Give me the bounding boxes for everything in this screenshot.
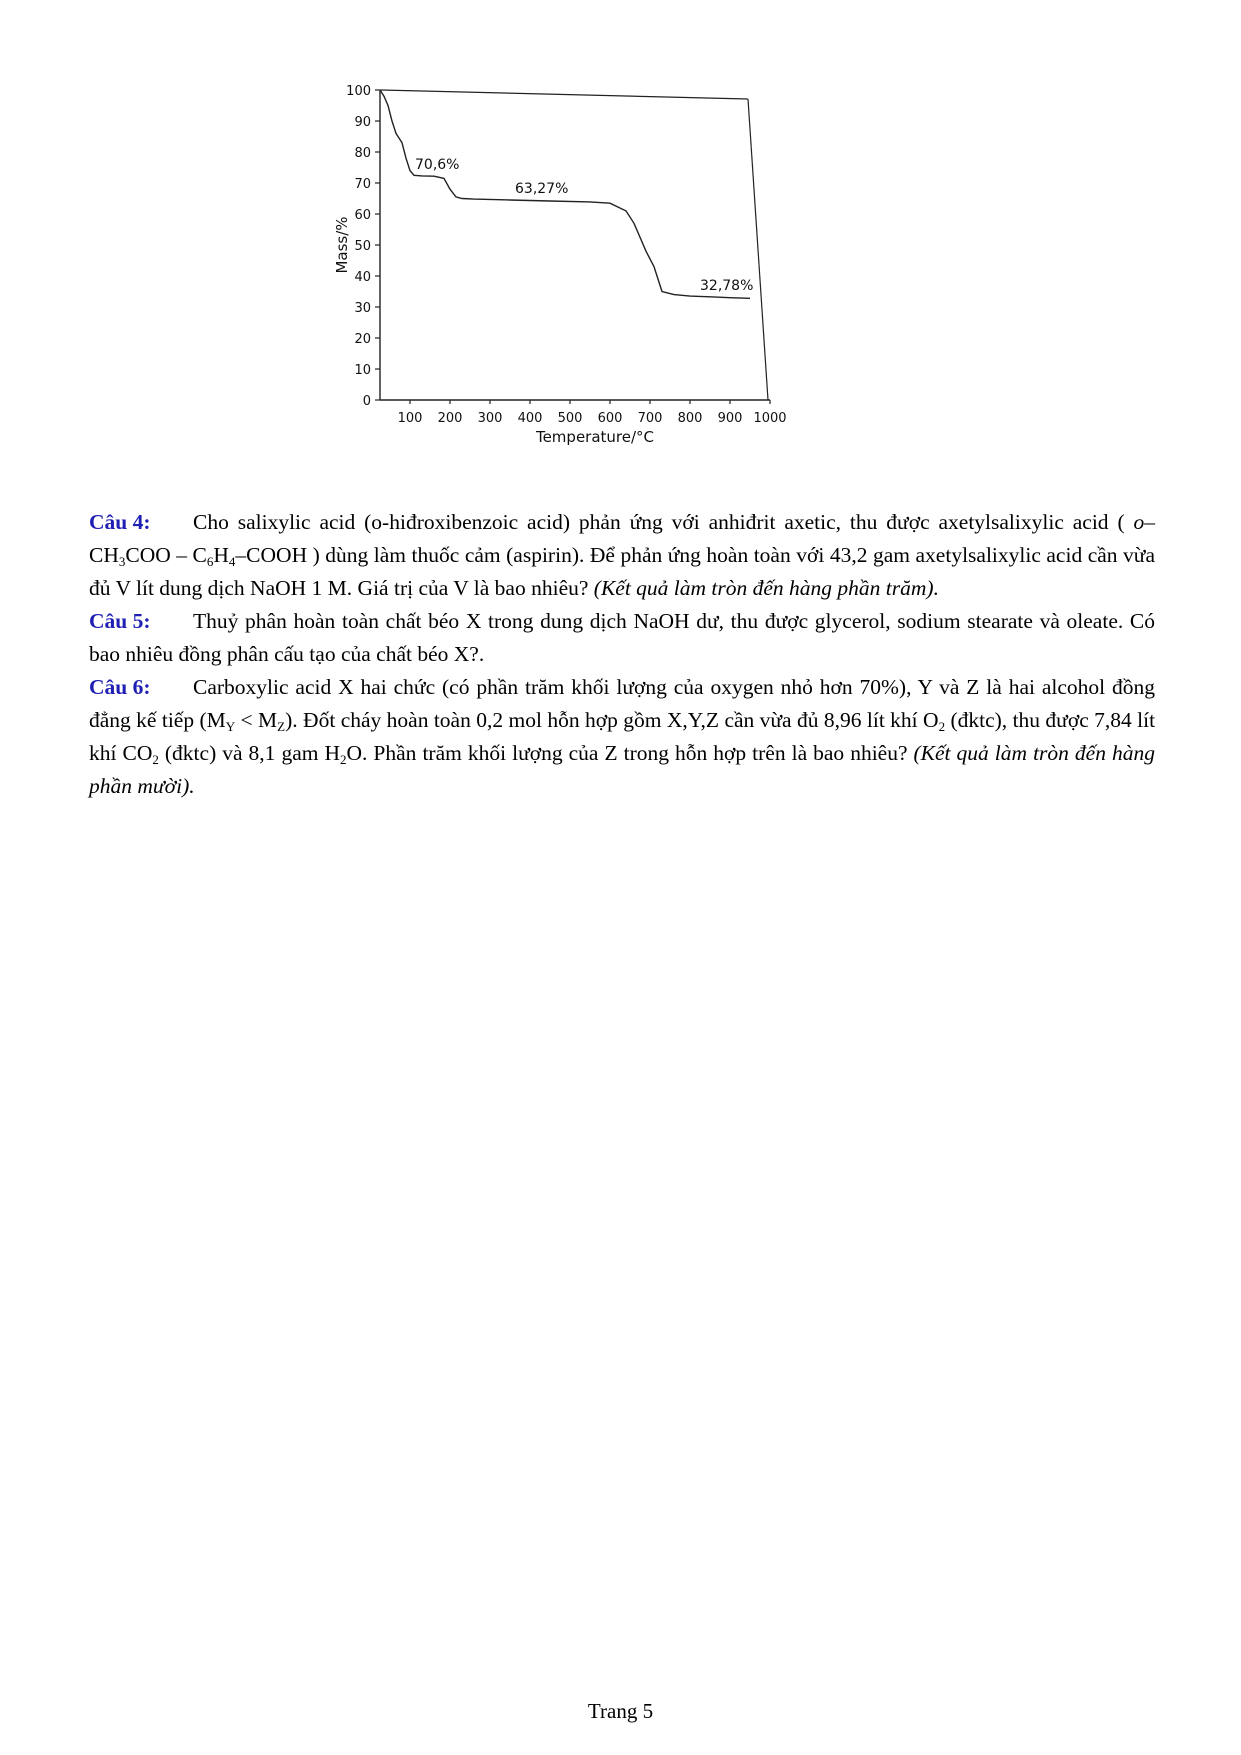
- question-label: Câu 4:: [89, 510, 151, 534]
- curve-annotations: [415, 157, 753, 294]
- frame-top: [380, 90, 748, 99]
- x-tick-label: 400: [517, 411, 543, 426]
- y-tick-label: 40: [354, 270, 371, 285]
- question-label: Câu 5:: [89, 609, 151, 633]
- annotation-label: 32,78%: [700, 278, 754, 294]
- x-tick-label: 100: [397, 411, 423, 426]
- y-tick-label: 10: [354, 363, 371, 378]
- x-tick-label: 300: [477, 411, 503, 426]
- x-tick-label: 500: [557, 411, 583, 426]
- y-tick-label: 0: [362, 394, 371, 409]
- question-label: Câu 6:: [89, 675, 151, 699]
- y-tick-label: 30: [354, 301, 371, 316]
- y-tick-label: 80: [354, 146, 371, 161]
- frame-right: [748, 99, 768, 400]
- question-6: Câu 6: Carboxylic acid X hai chức (có phần trăm khối lượng của oxygen nhỏ hơn 70%), Y và Z là hai alcohol đồng đẳng kế tiếp $(M_Y < M_Z)$. Đốt cháy hoàn toàn 0,2 mol hỗn hợp gồm X,Y,Z cần vừa đủ 8,96 lít khí $O_2$ (đktc), thu được 7,84 lít khí $CO_2$ (đktc) và 8,1 gam $H_2O$. Phần trăm khối lượng của Z trong hỗn hợp trên là bao nhiêu? (Kết quả làm tròn đến hàng phần mười).: [89, 671, 1155, 803]
- rounding-note: (Kết quả làm tròn đến hàng phần mười).: [89, 741, 1155, 798]
- axis-ticks: [346, 84, 786, 426]
- y-tick-label: 100: [346, 84, 371, 99]
- x-tick-label: 800: [677, 411, 703, 426]
- question-5: Câu 5: Thuỷ phân hoàn toàn chất béo X trong dung dịch NaOH dư, thu được glycerol, sodium stearate và oleate. Có bao nhiêu đồng phân cấu tạo của chất béo X?.: [89, 605, 1155, 671]
- annotation-label: 63,27%: [515, 181, 569, 197]
- tga-chart: [333, 84, 900, 505]
- x-tick-label: 1000: [753, 411, 787, 426]
- y-tick-label: 50: [354, 239, 371, 254]
- y-tick-label: 60: [354, 208, 371, 223]
- y-tick-label: 20: [354, 332, 371, 347]
- x-tick-label: 600: [597, 411, 623, 426]
- molar-mass-relation: $(M_Y < M_Z)$: [199, 708, 293, 734]
- annotation-label: 70,6%: [415, 157, 460, 173]
- x-axis-label: Temperature/°C: [535, 428, 655, 446]
- page-number: Trang 5: [587, 1699, 654, 1723]
- y-tick-label: 90: [354, 115, 371, 130]
- x-tick-label: 700: [637, 411, 663, 426]
- y-axis-label: Mass/%: [333, 216, 351, 274]
- questions: [89, 506, 1155, 803]
- x-tick-label: 900: [717, 411, 743, 426]
- x-tick-label: 200: [437, 411, 463, 426]
- y-tick-label: 70: [354, 177, 371, 192]
- rounding-note: (Kết quả làm tròn đến hàng phần trăm).: [593, 576, 939, 600]
- question-4: Câu 4: Cho salixylic acid (o-hiđroxibenzoic acid) phản ứng với anhiđrit axetic, thu được axetylsalixylic acid ( $o-CH_3COO$ – $C_6H_4$–COOH ) dùng làm thuốc cảm (aspirin). Để phản ứng hoàn toàn với 43,2 gam axetylsalixylic acid cần vừa đủ V lít dung dịch NaOH 1 M. Giá trị của V là bao nhiêu? (Kết quả làm tròn đến hàng phần trăm).: [89, 506, 1155, 605]
